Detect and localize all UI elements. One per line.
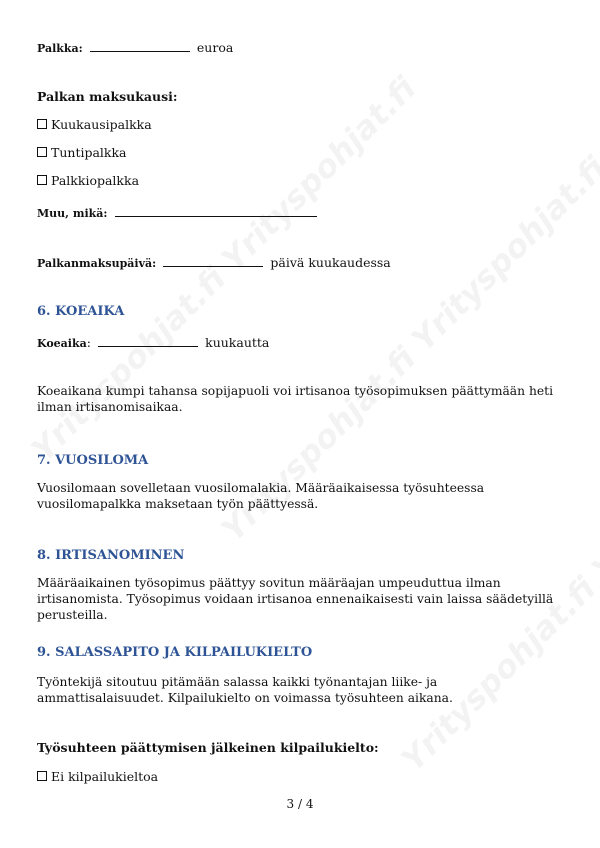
section-7-text: Vuosilomaan sovelletaan vuosilomalakia. Määräaikaisessa työsuhteessa vuosilomapalkka maksetaan työn päättyessä. [37, 481, 485, 511]
non-compete-option[interactable] [37, 769, 158, 784]
payday-row [37, 252, 391, 271]
other-blank[interactable] [115, 215, 317, 217]
salary-blank[interactable] [90, 50, 190, 52]
trial-unit: kuukautta [205, 335, 270, 350]
trial-blank[interactable] [98, 345, 198, 347]
section-7-heading: 7. VUOSILOMA [37, 453, 149, 468]
non-compete-heading: Työsuhteen päättymisen jälkeinen kilpailukielto: [37, 740, 379, 755]
checkbox-icon[interactable] [37, 771, 47, 781]
section-6-text: Koeaikana kumpi tahansa sopijapuoli voi irtisanoa työsopimuksen päättymään heti ilman irtisanomisaikaa. [37, 384, 554, 414]
section-6-heading: 6. KOEAIKA [37, 304, 125, 319]
checkbox-icon[interactable] [37, 119, 47, 129]
pay-period-heading: Palkan maksukausi: [37, 89, 178, 104]
salary-label: Palkka: [37, 42, 83, 55]
trial-label: Koeaika [37, 337, 87, 350]
pay-option-label: Palkkiopalkka [51, 173, 140, 188]
payday-suffix: päivä kuukaudessa [270, 255, 391, 270]
pay-option-hourly[interactable] [37, 145, 127, 160]
pay-option-monthly[interactable] [37, 117, 152, 132]
other-label: Muu, mikä: [37, 207, 108, 220]
section-8-heading: 8. IRTISANOMINEN [37, 548, 185, 563]
salary-row [37, 37, 233, 56]
pay-option-label: Kuukausipalkka [51, 117, 152, 132]
payday-blank[interactable] [163, 265, 263, 267]
payday-label: Palkanmaksupäivä: [37, 257, 157, 270]
salary-unit: euroa [196, 40, 234, 55]
checkbox-icon[interactable] [37, 175, 47, 185]
section-9-heading: 9. SALASSAPITO JA KILPAILUKIELTO [37, 645, 313, 660]
trial-period-row [37, 332, 269, 351]
pay-option-other [37, 202, 319, 221]
checkbox-icon[interactable] [37, 147, 47, 157]
section-8-text: Määräaikainen työsopimus päättyy sovitun määräajan umpeuduttua ilman irtisanomista. Työsopimus voidaan irtisanoa ennenaikaisesti vain laissa säädetyillä perusteilla. [37, 576, 554, 622]
non-compete-option-label: Ei kilpailukieltoa [51, 769, 159, 784]
pay-option-commission[interactable] [37, 173, 139, 188]
trial-colon: : [86, 335, 91, 350]
pay-option-label: Tuntipalkka [51, 145, 127, 160]
page-number: 3 / 4 [286, 797, 314, 811]
section-9-text: Työntekijä sitoutuu pitämään salassa kaikki työnantajan liike- ja ammattisalaisuudet. Kilpailukielto on voimassa työsuhteen aikana. [37, 675, 453, 705]
